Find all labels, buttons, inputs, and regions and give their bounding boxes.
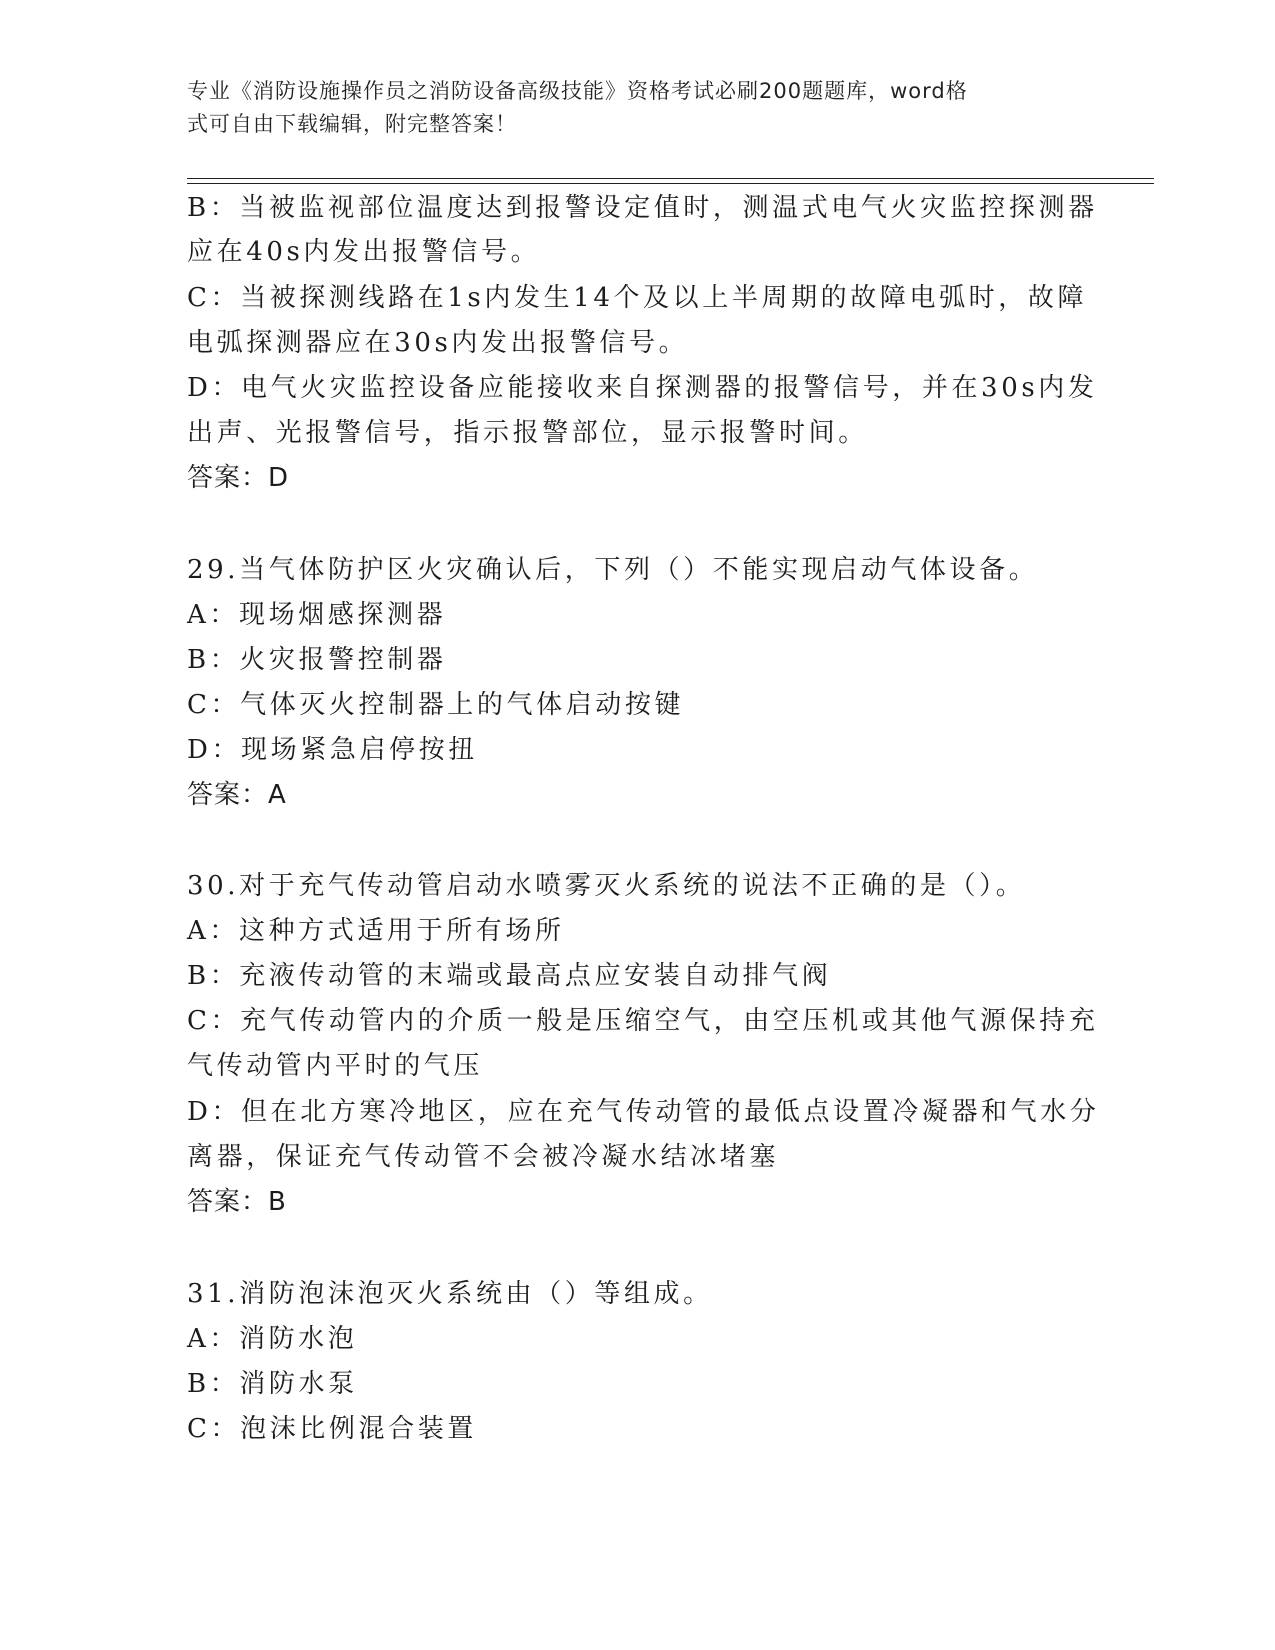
q28-option-b-line-2: 应在40s内发出报警信号。 <box>187 237 541 267</box>
q28-option-c-line-2: 电弧探测器应在30s内发出报警信号。 <box>187 328 689 358</box>
q30-option-c-line-2: 气传动管内平时的气压 <box>187 1051 484 1081</box>
q30-option-d-line-1: D：但在北方寒冷地区，应在充气传动管的最低点设置冷凝器和气水分 <box>187 1097 1100 1127</box>
q31-option-b: B：消防水泵 <box>187 1369 358 1399</box>
q28-option-d-line-1: D：电气火灾监控设备应能接收来自探测器的报警信号，并在30s内发 <box>187 373 1098 403</box>
q30-option-c-line-1: C：充气传动管内的介质一般是压缩空气，由空压机或其他气源保持充 <box>187 1006 1099 1036</box>
document-header <box>187 75 1067 141</box>
q30-option-d-line-2: 离器，保证充气传动管不会被冷凝水结冰堵塞 <box>187 1142 780 1172</box>
q31-option-a: A：消防水泡 <box>187 1324 358 1354</box>
q30-question: 30.对于充气传动管启动水喷雾灭火系统的说法不正确的是（）。 <box>187 871 1026 901</box>
header-divider-top <box>187 178 1154 179</box>
q30-answer: 答案：B <box>187 1187 287 1217</box>
q30-option-b: B：充液传动管的末端或最高点应安装自动排气阀 <box>187 961 832 991</box>
q30-option-a: A：这种方式适用于所有场所 <box>187 916 565 946</box>
header-line-2: 式可自由下载编辑，附完整答案！ <box>187 112 517 136</box>
q29-option-d: D：现场紧急启停按扭 <box>187 735 478 765</box>
q28-option-c-line-1: C：当被探测线路在1s内发生14个及以上半周期的故障电弧时，故障 <box>187 283 1088 313</box>
q29-answer: 答案：A <box>187 780 287 810</box>
q28-option-b-line-1: B：当被监视部位温度达到报警设定值时，测温式电气火灾监控探测器 <box>187 193 1098 223</box>
header-divider-bottom <box>187 183 1154 184</box>
header-line-1: 专业《消防设施操作员之消防设备高级技能》资格考试必刷200题题库，word格 <box>187 79 968 103</box>
q29-question: 29.当气体防护区火灾确认后，下列（）不能实现启动气体设备。 <box>187 555 1039 585</box>
q29-option-a: A：现场烟感探测器 <box>187 600 447 630</box>
q28-option-d-line-2: 出声、光报警信号，指示报警部位，显示报警时间。 <box>187 418 868 448</box>
q31-option-c: C：泡沫比例混合装置 <box>187 1414 477 1444</box>
q29-option-b: B：火灾报警控制器 <box>187 645 447 675</box>
q31-question: 31.消防泡沫泡灭火系统由（）等组成。 <box>187 1279 713 1309</box>
q28-answer: 答案：D <box>187 463 290 493</box>
q29-option-c: C：气体灭火控制器上的气体启动按键 <box>187 690 685 720</box>
